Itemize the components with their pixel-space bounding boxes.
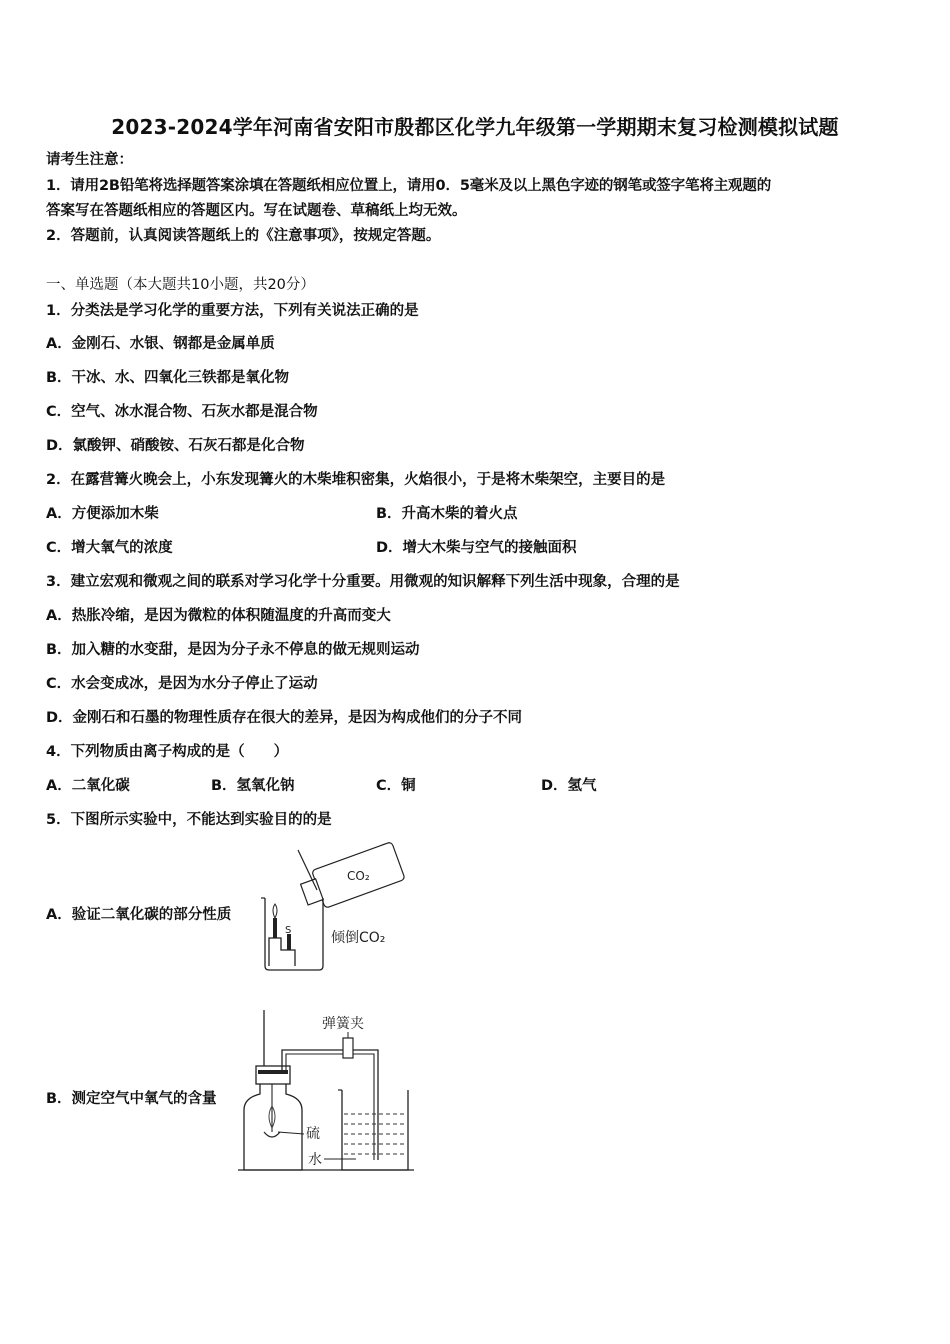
question-1-option-d[interactable]: D．氯酸钾、硝酸铵、石灰石都是化合物 — [46, 438, 305, 454]
question-2-option-d[interactable]: D．增大木柴与空气的接触面积 — [376, 540, 577, 556]
question-4-option-a[interactable]: A．二氧化碳 — [46, 778, 130, 794]
question-2-option-c[interactable]: C．增大氧气的浓度 — [46, 540, 173, 556]
question-3-option-d[interactable]: D．金刚石和石墨的物理性质存在很大的差异，是因为构成他们的分子不同 — [46, 710, 523, 726]
clamp-label: 弹簧夹 — [322, 1016, 364, 1032]
sulfur-label: 硫 — [306, 1126, 320, 1142]
question-1-stem: 1．分类法是学习化学的重要方法，下列有关说法正确的是 — [46, 303, 419, 319]
question-4-stem: 4．下列物质由离子构成的是（ ） — [46, 744, 289, 760]
water-surface — [344, 1114, 406, 1154]
question-1-option-a[interactable]: A．金刚石、水银、钢都是金属单质 — [46, 336, 275, 352]
question-1-option-c[interactable]: C．空气、冰水混合物、石灰水都是混合物 — [46, 404, 318, 420]
question-2-option-b[interactable]: B．升高木柴的着火点 — [376, 506, 518, 522]
question-4-option-c[interactable]: C．铜 — [376, 778, 416, 794]
question-5-stem: 5．下图所示实验中，不能达到实验目的的是 — [46, 812, 332, 828]
question-5-option-a[interactable]: A．验证二氧化碳的部分性质 — [46, 907, 232, 923]
question-2-option-a[interactable]: A．方便添加木柴 — [46, 506, 159, 522]
question-3-option-b[interactable]: B．加入糖的水变甜，是因为分子永不停息的做无规则运动 — [46, 642, 420, 658]
stopper — [256, 1066, 290, 1084]
figure-a-caption: 倾倒CO₂ — [331, 930, 386, 946]
section-heading: 一、单选题（本大题共10小题，共20分） — [46, 277, 315, 293]
co2-bottle-label: CO₂ — [347, 869, 370, 883]
notice-heading: 请考生注意： — [46, 152, 133, 168]
question-3-option-c[interactable]: C．水会变成冰，是因为水分子停止了运动 — [46, 676, 318, 692]
question-1-option-b[interactable]: B．干冰、水、四氧化三铁都是氧化物 — [46, 370, 290, 386]
water-beaker — [342, 1090, 408, 1170]
notice-item-2: 2．答题前，认真阅读答题纸上的《注意事项》，按规定答题。 — [46, 228, 441, 244]
question-3-stem: 3．建立宏观和微观之间的联系对学习化学十分重要。用微观的知识解释下列生活中现象，合理的是 — [46, 574, 680, 590]
step-platform — [269, 938, 295, 966]
lower-candle — [287, 934, 291, 950]
upper-flame — [273, 904, 277, 918]
figure-co2-pouring — [255, 838, 415, 973]
notice-item-1-line-1: 1．请用2B铅笔将选择题答案涂填在答题纸相应位置上，请用0．5毫米及以上黑色字迹的钢笔或签字笔将主观题的 — [46, 178, 772, 194]
notice-item-1-line-2: 答案写在答题纸相应的答题区内。写在试题卷、草稿纸上均无效。 — [46, 203, 467, 219]
figure-oxygen-measurement — [238, 1010, 418, 1175]
question-4-option-d[interactable]: D．氢气 — [541, 778, 597, 794]
question-4-option-b[interactable]: B．氢氧化钠 — [211, 778, 295, 794]
question-2-stem: 2．在露营篝火晚会上，小东发现篝火的木柴堆积密集，火焰很小，于是将木柴架空，主要目的是 — [46, 472, 666, 488]
question-3-option-a[interactable]: A．热胀冷缩，是因为微粒的体积随温度的升高而变大 — [46, 608, 391, 624]
combustion-spoon — [264, 1132, 280, 1137]
page-title: 2023-2024学年河南省安阳市殷都区化学九年级第一学期期末复习检测模拟试题 — [111, 115, 839, 139]
water-label: 水 — [308, 1152, 322, 1168]
connecting-tube — [282, 1050, 378, 1160]
candle-mark: S — [285, 925, 292, 936]
spring-clamp — [343, 1038, 353, 1058]
upper-candle — [273, 918, 277, 938]
question-5-option-b[interactable]: B．测定空气中氧气的含量 — [46, 1091, 217, 1107]
